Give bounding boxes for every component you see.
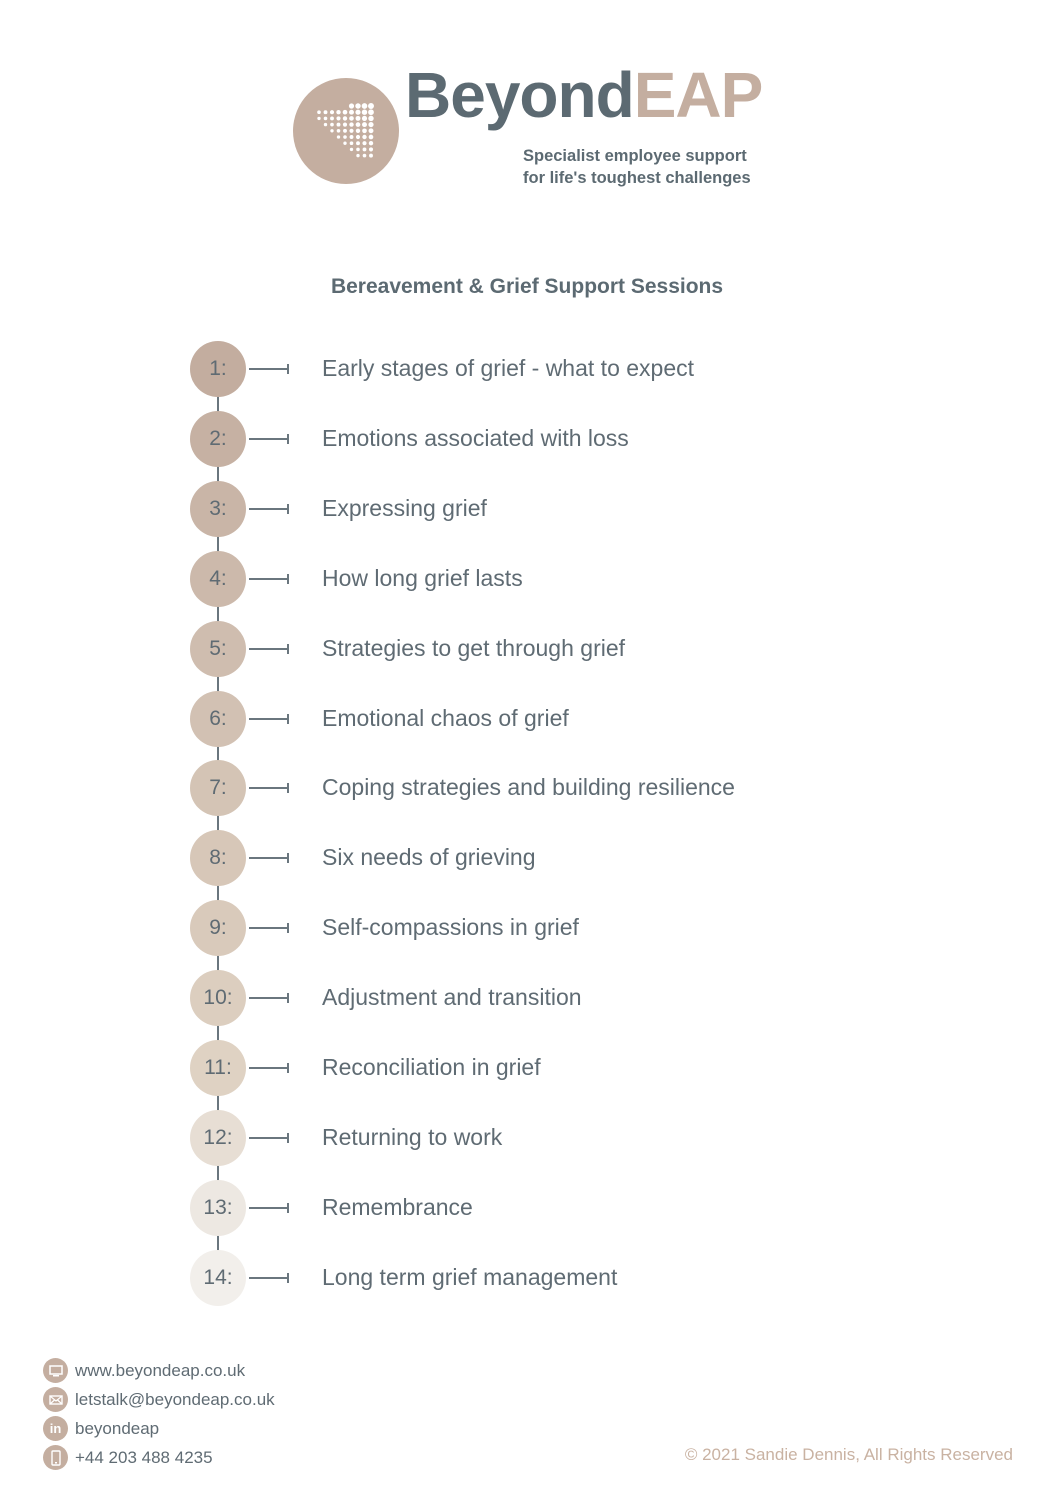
logo-dot (337, 123, 341, 127)
session-number-badge: 5: (190, 621, 246, 677)
session-number-badge: 14: (190, 1250, 246, 1306)
session-connector (249, 438, 289, 440)
logo-dot (324, 110, 328, 114)
session-connector (249, 578, 289, 580)
phone-icon (43, 1445, 68, 1470)
session-connector (249, 508, 289, 510)
brand-tagline (523, 145, 751, 189)
contact-email[interactable] (43, 1385, 275, 1414)
session-connector (249, 368, 289, 370)
logo-dot (362, 116, 367, 121)
session-number-badge: 11: (190, 1040, 246, 1096)
logo-dot (349, 103, 354, 108)
session-item (190, 830, 890, 886)
session-number-badge: 9: (190, 900, 246, 956)
logo-dot (362, 135, 366, 139)
logo-dot (355, 103, 360, 108)
logo-dot (369, 128, 374, 133)
brand-name-part2: EAP (633, 59, 763, 131)
session-number-badge: 10: (190, 970, 246, 1026)
session-label: Emotional chaos of grief (322, 704, 569, 731)
session-label: How long grief lasts (322, 564, 523, 591)
session-connector (249, 997, 289, 999)
logo-dot (337, 129, 341, 133)
logo-dot (343, 135, 347, 139)
logo-dot (343, 110, 348, 115)
contact-list (43, 1356, 275, 1472)
session-connector (249, 1137, 289, 1139)
session-label: Self-compassions in grief (322, 914, 579, 941)
logo-dot (336, 116, 340, 120)
session-label: Early stages of grief - what to expect (322, 355, 695, 381)
session-item (190, 621, 890, 677)
linkedin-text: beyondeap (75, 1418, 160, 1438)
session-item (190, 760, 890, 816)
session-connector (249, 927, 289, 929)
session-item (190, 1250, 890, 1306)
brand-wordmark (405, 59, 763, 131)
logo-dot (356, 141, 360, 145)
session-number-badge: 7: (190, 760, 246, 816)
session-label: Adjustment and transition (322, 984, 582, 1011)
logo-dot (349, 129, 353, 133)
session-label: Strategies to get through grief (322, 634, 626, 661)
logo-dot (317, 117, 320, 120)
logo-dot (349, 122, 353, 126)
logo-dot (349, 116, 354, 121)
logo-dot (330, 116, 334, 120)
logo-dot (369, 147, 373, 151)
session-number-badge: 2: (190, 411, 246, 467)
session-item (190, 970, 890, 1026)
session-number-badge: 12: (190, 1110, 246, 1166)
logo-dot (369, 141, 373, 145)
session-item (190, 1180, 890, 1236)
logo-dot (324, 123, 327, 126)
logo-dot (368, 122, 373, 127)
logo-dot (355, 110, 360, 115)
session-label: Remembrance (322, 1193, 473, 1220)
logo-dot (363, 147, 367, 151)
session-item (190, 551, 890, 607)
session-item (190, 1040, 890, 1096)
session-item (190, 691, 890, 747)
logo-dot (356, 129, 360, 133)
web-icon (43, 1358, 68, 1383)
logo-dot (349, 110, 354, 115)
session-number-badge: 1: (190, 341, 246, 397)
session-label: Reconciliation in grief (322, 1054, 541, 1080)
session-item (190, 411, 890, 467)
copyright-notice: © 2021 Sandie Dennis, All Rights Reserved (684, 1445, 1013, 1464)
logo-dot (356, 116, 361, 121)
mail-icon (43, 1387, 68, 1412)
contact-phone[interactable] (43, 1443, 275, 1472)
logo-dot (343, 123, 347, 127)
logo-dot (330, 123, 334, 127)
page-title: Bereavement & Grief Support Sessions (330, 275, 724, 298)
logo-dot (369, 154, 373, 158)
session-connector (249, 857, 289, 859)
linkedin-icon: in (43, 1416, 68, 1441)
logo-dot (362, 122, 367, 127)
logo-dot (356, 122, 361, 127)
logo-dot (330, 110, 334, 114)
logo-dot (356, 148, 360, 152)
phone-text: +44 203 488 4235 (75, 1447, 213, 1467)
logo-dot (362, 128, 367, 133)
email-text: letstalk@beyondeap.co.uk (75, 1389, 275, 1409)
session-number-badge: 8: (190, 830, 246, 886)
logo (293, 59, 773, 190)
session-label: Expressing grief (322, 494, 487, 521)
website-text: www.beyondeap.co.uk (75, 1360, 246, 1380)
session-connector (249, 1207, 289, 1209)
logo-dot (330, 129, 333, 132)
logo-dot (343, 116, 347, 120)
session-number-badge: 13: (190, 1180, 246, 1236)
session-label: Six needs of grieving (322, 844, 536, 871)
session-label: Returning to work (322, 1123, 503, 1150)
session-number-badge: 6: (190, 691, 246, 747)
logo-dot (337, 135, 340, 138)
tagline-line2: for life's toughest challenges (523, 169, 751, 187)
logo-dot (362, 103, 368, 109)
session-label: Emotions associated with loss (322, 424, 629, 451)
logo-dot (356, 154, 359, 157)
logo-dot (350, 135, 354, 139)
logo-dot (369, 135, 374, 140)
logo-dot (356, 135, 360, 139)
logo-dot (350, 148, 353, 151)
arrow-dots-icon (293, 78, 399, 184)
logo-dot (343, 129, 347, 133)
logo-dot (368, 109, 374, 115)
logo-dot (343, 142, 346, 145)
session-number-badge: 3: (190, 481, 246, 537)
contact-linkedin[interactable] (43, 1414, 275, 1443)
brand-name-part1: Beyond (405, 59, 634, 131)
logo-dot (363, 154, 367, 158)
logo-dot (368, 116, 373, 121)
session-item (190, 900, 890, 956)
logo-dot (324, 117, 328, 121)
session-connector (249, 648, 289, 650)
session-connector (249, 787, 289, 789)
tagline-line1: Specialist employee support (523, 147, 747, 165)
logo-dot (362, 141, 366, 145)
session-connector (249, 718, 289, 720)
session-number-badge: 4: (190, 551, 246, 607)
session-item (190, 481, 890, 537)
session-item (190, 341, 890, 397)
logo-dot (350, 141, 354, 145)
logo-dot (336, 110, 340, 114)
session-label: Coping strategies and building resilience (322, 774, 735, 801)
session-connector (249, 1277, 289, 1279)
session-item (190, 1110, 890, 1166)
session-label: Long term grief management (322, 1263, 618, 1290)
contact-website[interactable] (43, 1356, 275, 1385)
logo-dot (368, 103, 374, 109)
logo-dot (317, 110, 321, 114)
session-connector (249, 1067, 289, 1069)
logo-dot (362, 109, 367, 114)
